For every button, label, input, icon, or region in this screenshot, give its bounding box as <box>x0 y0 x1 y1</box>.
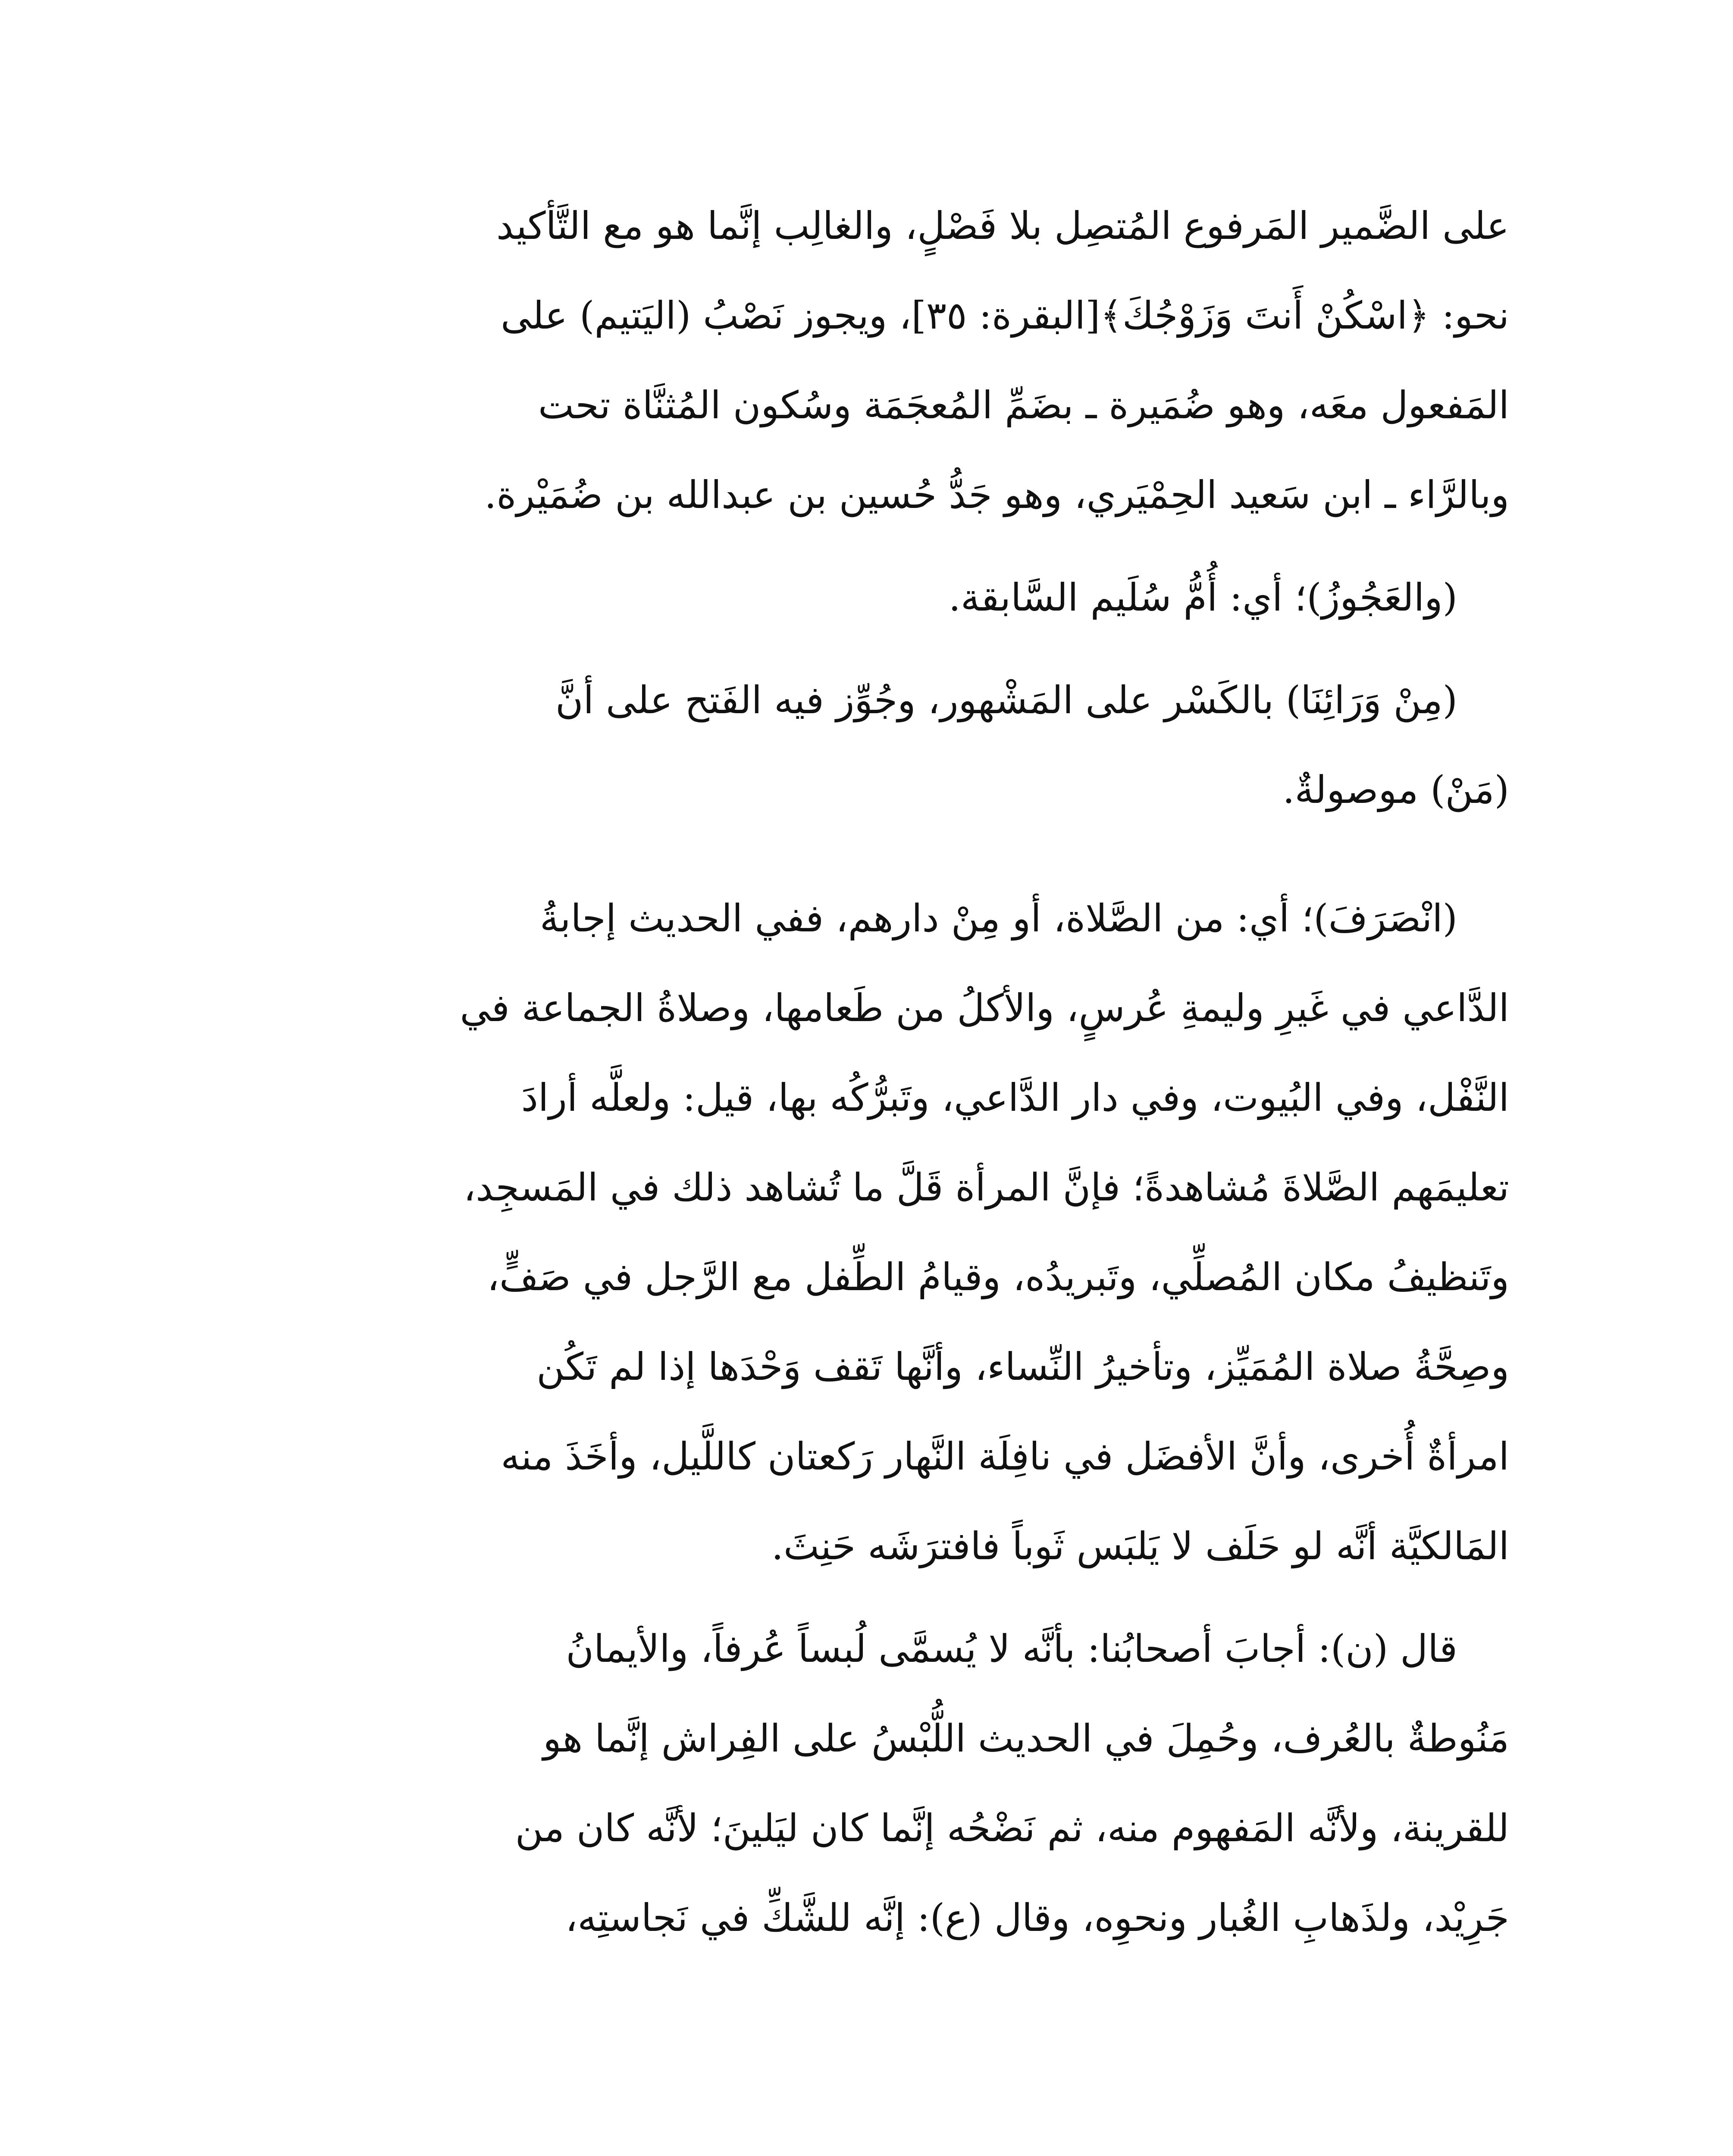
paragraph-4: (انْصَرَفَ)؛ أي: من الصَّلاة، أو مِنْ دارهم، ففي الحديث إجابةُ الدَّاعي في غَيرِ وليمةِ عُرسٍ، والأكلُ من طَعامها، وصلاةُ الجماعة في النَّفْل، وفي البُيوت، وفي دار الدَّاعي، وتَبرُّكُه بها، قيل: ولعلَّه أرادَ تعليمَهم الصَّلاةَ مُشاهدةً؛ فإنَّ المرأة قَلَّ ما تُشاهد ذلك في المَسجِد، وتَنظيفُ مكان المُصلِّي، وتَبريدُه، وقيامُ الطِّفل مع الرَّجل في صَفٍّ، وصِحَّةُ صلاة المُمَيِّز، وتأخيرُ النِّساء، وأنَّها تَقف وَحْدَها إذا لم تَكُن امرأةٌ أُخرى، وأنَّ الأفضَل في نافِلَة النَّهار رَكعتان كاللَّيل، وأخَذَ منه المَالكيَّة أنَّه لو حَلَف لا يَلبَس ثَوباً فافترَشَه حَنِثَ. <box>460 896 1509 1568</box>
paragraph-2: (والعَجُوزُ)؛ أي: أُمُّ سُلَيم السَّابقة. <box>948 575 1457 620</box>
body-text <box>216 181 1509 1963</box>
paragraph-5: قال (ن): أجابَ أصحابُنا: بأنَّه لا يُسمَّى لُبساً عُرفاً، والأيمانُ مَنُوطةٌ بالعُرف، وحُمِلَ في الحديث اللُّبْسُ على الفِراش إنَّما هو للقرينة، ولأنَّه المَفهوم منه، ثم نَضْحُه إنَّما كان ليَلينَ؛ لأنَّه كان من جَرِيْد، ولذَهابِ الغُبار ونحوِه، وقال (ع): إنَّه للشَّكِّ في نَجاستِه، <box>515 1626 1509 1940</box>
paragraph-1: على الضَّمير المَرفوع المُتصِل بلا فَصْلٍ، والغالِب إنَّما هو مع التَّأكيد نحو: ﴿اسْكُنْ أَنتَ وَزَوْجُكَ﴾[البقرة: ٣٥]، ويجوز نَصْبُ (اليَتيم) على المَفعول معَه، وهو ضُمَيرة ـ بضَمِّ المُعجَمَة وسُكون المُثنَّاة تحت وبالرَّاء ـ ابن سَعيد الحِمْيَري، وهو جَدُّ حُسين بن عبدالله بن ضُمَيْرة. <box>484 204 1509 517</box>
paragraph-3: (مِنْ وَرَائِنَا) بالكَسْر على المَشْهور، وجُوِّز فيه الفَتح على أنَّ (مَنْ) موصولةٌ. <box>555 678 1509 812</box>
